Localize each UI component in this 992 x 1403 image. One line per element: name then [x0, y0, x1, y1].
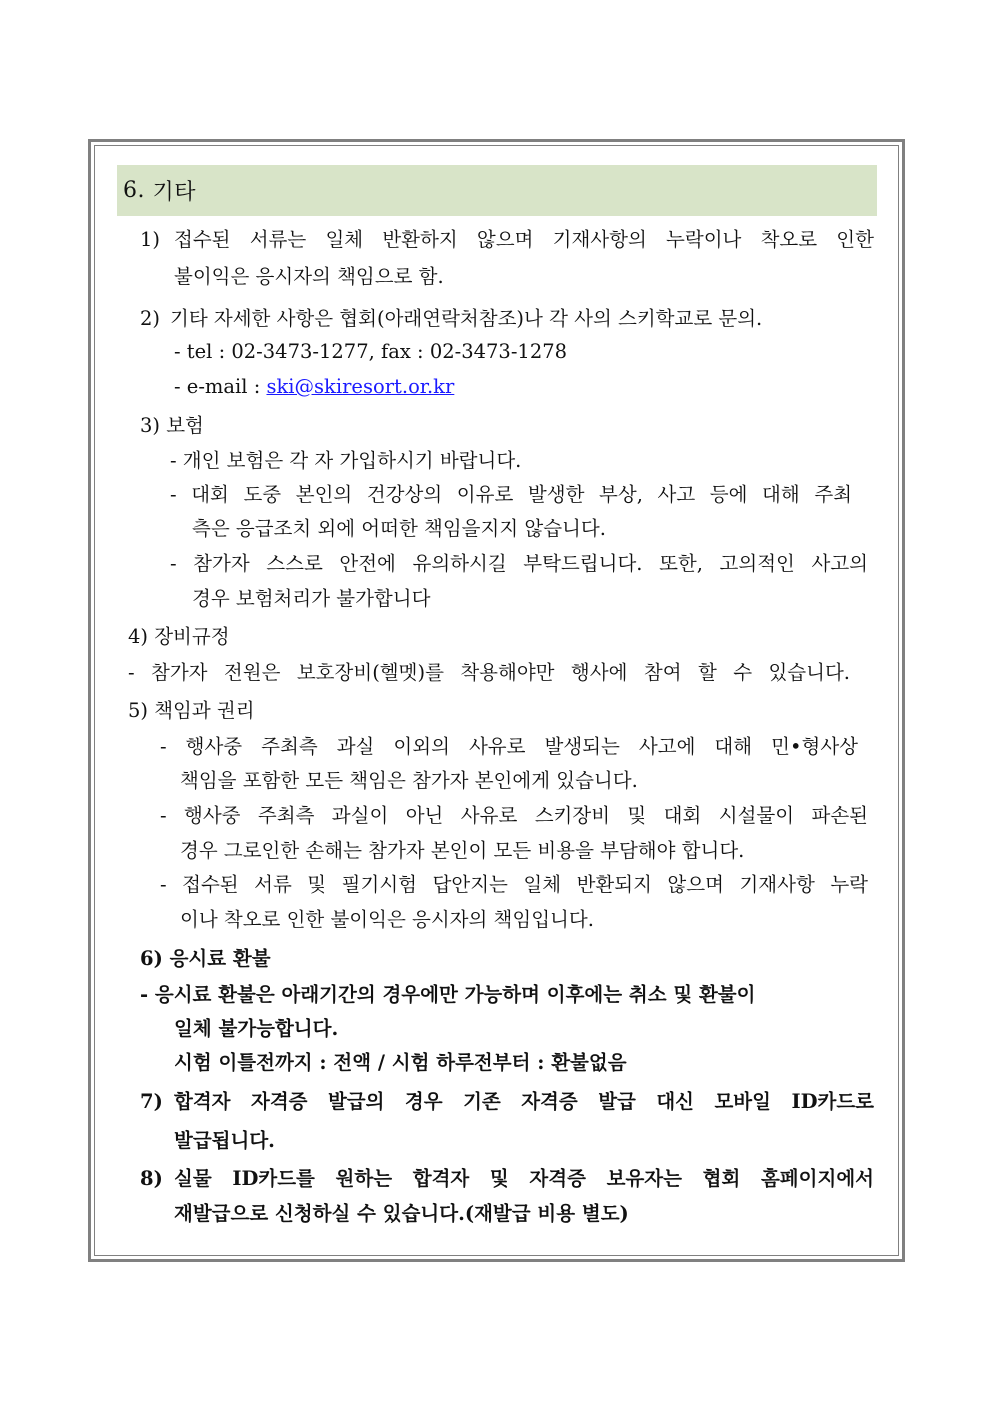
- item-5-heading: 5) 책임과 권리: [128, 699, 255, 722]
- refund-line-1: - 응시료 환불은 아래기간의 경우에만 가능하며 이후에는 취소 및 환불이: [140, 983, 756, 1006]
- item-8-line-1: 실물 ID카드를 원하는 합격자 및 자격증 보유자는 협회 홈페이지에서: [174, 1167, 874, 1190]
- equipment-bullet: - 참가자 전원은 보호장비(헬멧)를 착용해야만 행사에 참여 할 수 있습니다.: [128, 661, 850, 684]
- item-1-line-2: 불이익은 응시자의 책임으로 함.: [174, 265, 444, 288]
- item-6-heading: 6) 응시료 환불: [140, 947, 271, 970]
- section-number: 6.: [123, 178, 145, 203]
- item-3-heading: 3) 보험: [140, 414, 204, 437]
- item-7-line-2: 발급됩니다.: [174, 1129, 275, 1152]
- item-2-text: 기타 자세한 사항은 협회(아래연락처참조)나 각 사의 스키학교로 문의.: [170, 307, 763, 330]
- contact-phone-fax: - tel : 02-3473-1277, fax : 02-3473-1278: [174, 340, 568, 363]
- insurance-bullet-3-line-1: - 참가자 스스로 안전에 유의하시길 부탁드립니다. 또한, 고의적인 사고의: [170, 552, 868, 575]
- contact-email-prefix: - e-mail :: [174, 375, 267, 398]
- contact-email-row: [174, 374, 454, 400]
- insurance-bullet-3-line-2: 경우 보험처리가 불가합니다: [192, 587, 431, 610]
- refund-line-2: 일체 불가능합니다.: [174, 1017, 339, 1040]
- item-1-line-1: 접수된 서류는 일체 반환하지 않으며 기재사항의 누락이나 착오로 인한: [174, 228, 874, 251]
- item-8-label: 8): [140, 1167, 163, 1190]
- liability-bullet-3-line-2: 이나 착오로 인한 불이익은 응시자의 책임입니다.: [180, 908, 594, 931]
- insurance-bullet-2-line-1: - 대회 도중 본인의 건강상의 이유로 발생한 부상, 사고 등에 대해 주최: [170, 483, 852, 506]
- insurance-bullet-2-line-2: 측은 응급조치 외에 어떠한 책임을지지 않습니다.: [192, 517, 606, 540]
- liability-bullet-1-line-2: 책임을 포함한 모든 책임은 참가자 본인에게 있습니다.: [180, 769, 638, 792]
- item-2-label: 2): [140, 307, 161, 330]
- liability-bullet-3-line-1: - 접수된 서류 및 필기시험 답안지는 일체 반환되지 않으며 기재사항 누락: [160, 873, 868, 896]
- section-title: 기타: [152, 180, 197, 205]
- contact-email-link[interactable]: ski@skiresort.or.kr: [266, 375, 455, 398]
- refund-schedule: 시험 이틀전까지 : 전액 / 시험 하루전부터 : 환불없음: [174, 1051, 627, 1074]
- section-header: [117, 165, 877, 216]
- insurance-bullet-1: - 개인 보험은 각 자 가입하시기 바랍니다.: [170, 449, 522, 472]
- item-1-label: 1): [140, 228, 161, 251]
- item-8-line-2: 재발급으로 신청하실 수 있습니다.(재발급 비용 별도): [174, 1202, 629, 1225]
- liability-bullet-1-line-1: - 행사중 주최측 과실 이외의 사유로 발생되는 사고에 대해 민•형사상: [160, 735, 858, 758]
- item-4-heading: 4) 장비규정: [128, 625, 230, 648]
- item-7-label: 7): [140, 1090, 163, 1113]
- liability-bullet-2-line-1: - 행사중 주최측 과실이 아닌 사유로 스키장비 및 대회 시설물이 파손된: [160, 804, 868, 827]
- liability-bullet-2-line-2: 경우 그로인한 손해는 참가자 본인이 모든 비용을 부담해야 합니다.: [180, 839, 745, 862]
- item-7-line-1: 합격자 자격증 발급의 경우 기존 자격증 발급 대신 모바일 ID카드로: [174, 1090, 874, 1113]
